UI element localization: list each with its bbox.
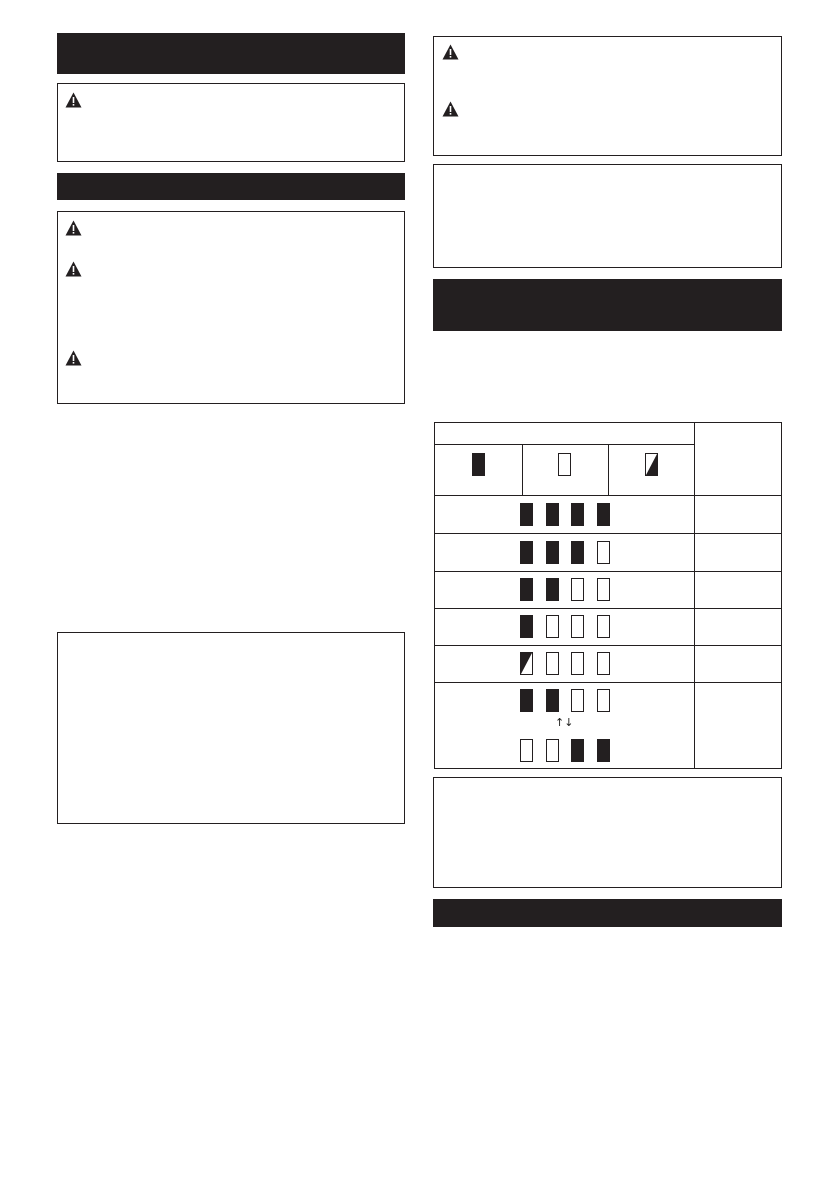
lamp [520,615,533,638]
lamp [520,739,533,762]
lamp [571,578,584,601]
section-heading-bar-1 [57,33,405,74]
lamp [546,739,559,762]
lamp [597,652,610,675]
lamp [597,541,610,564]
battery-indicator-table [434,422,782,769]
indicator-off-icon [558,453,571,476]
indicator-blinking-icon [645,453,658,476]
lamp [546,689,559,712]
lamp [597,503,610,526]
section-heading-bar-2 [57,173,405,200]
warning-box-2 [57,211,405,404]
lamp [597,578,610,601]
section-heading-bar-3 [433,279,782,331]
lamp-blinking [520,652,533,675]
warning-triangle-icon [65,261,82,277]
lamp [571,739,584,762]
note-box-2 [433,164,782,268]
alternate-arrows: ↑↓ [555,716,574,729]
lamp [520,503,533,526]
lamp [546,652,559,675]
indicator-lit-icon [472,453,485,476]
warning-box-1 [57,83,405,162]
note-box-3 [433,777,782,888]
lamp [571,652,584,675]
lamp [546,578,559,601]
warning-triangle-icon [65,92,82,108]
lamp [546,615,559,638]
warning-triangle-icon [65,220,82,236]
lamp [571,689,584,712]
lamp [546,503,559,526]
warning-box-3 [433,36,782,156]
lamp [520,578,533,601]
lamp [597,615,610,638]
lamp [571,503,584,526]
lamp [571,541,584,564]
lamp [597,739,610,762]
lamp [520,689,533,712]
lamp [597,689,610,712]
lamp [520,541,533,564]
note-box-1 [57,632,405,824]
lamp [546,541,559,564]
warning-triangle-icon [442,101,459,117]
warning-triangle-icon [442,44,459,60]
warning-triangle-icon [65,350,82,366]
lamp [571,615,584,638]
section-heading-bar-4 [433,899,782,927]
